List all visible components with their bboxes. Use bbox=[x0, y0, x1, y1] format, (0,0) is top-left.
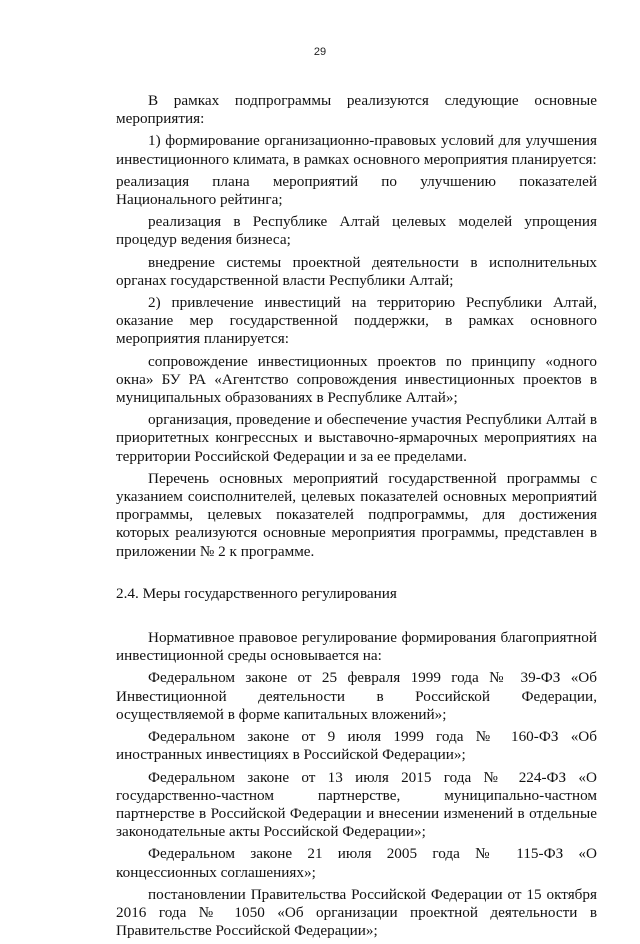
paragraph: постановлении Правительства Российской Федерации от 15 октября 2016 года № 1050 «Об организации проектной деятельности в Правительстве Российской Федерации»; bbox=[116, 885, 597, 940]
paragraph: В рамках подпрограммы реализуются следующие основные мероприятия: bbox=[116, 92, 597, 128]
paragraph: Федеральном законе 21 июля 2005 года № 115-ФЗ «О концессионных соглашениях»; bbox=[116, 845, 597, 881]
paragraph: внедрение системы проектной деятельности в исполнительных органах государственной власти Республики Алтай; bbox=[116, 253, 597, 289]
paragraph: организация, проведение и обеспечение участия Республики Алтай в приоритетных конгрессных и выставочно-ярмарочных мероприятиях на территории Российской Федерации и за ее пределами. bbox=[116, 411, 597, 465]
page-number: 29 bbox=[313, 46, 327, 58]
paragraph: Федеральном законе от 13 июля 2015 года № 224-ФЗ «О государственно-частном партнерстве, муниципально-частном партнерстве в Российской Федерации и внесении изменений в отдельные законодательные акты Российской Федерации»; bbox=[116, 768, 597, 841]
section-heading: 2.4. Меры государственного регулирования bbox=[116, 584, 397, 602]
paragraph: Перечень основных мероприятий государственной программы с указанием соисполнителей, целевых показателей основных мероприятий программы, целевых показателей подпрограммы, для достижения которых реализуются основные мероприятия программы, представлен в приложении № 2 к программе. bbox=[116, 469, 597, 560]
section-regulation bbox=[116, 629, 597, 940]
paragraph: Нормативное правовое регулирование формирования благоприятной инвестиционной среды основывается на: bbox=[116, 629, 597, 665]
paragraph: реализация в Республике Алтай целевых моделей упрощения процедур ведения бизнеса; bbox=[116, 213, 597, 249]
paragraph: реализация плана мероприятий по улучшению показателей Национального рейтинга; bbox=[116, 172, 597, 209]
paragraph: Федеральном законе от 9 июля 1999 года № 160-ФЗ «Об иностранных инвестициях в Российской Федерации»; bbox=[116, 728, 597, 764]
paragraph: 2) привлечение инвестиций на территорию Республики Алтай, оказание мер государственной поддержки, в рамках основного мероприятия планируется: bbox=[116, 294, 597, 348]
document-body bbox=[116, 92, 597, 944]
paragraph: Федеральном законе от 25 февраля 1999 года № 39-ФЗ «Об Инвестиционной деятельности в Российской Федерации, осуществляемой в форме капитальных вложений»; bbox=[116, 669, 597, 723]
paragraph: сопровождение инвестиционных проектов по принципу «одного окна» БУ РА «Агентство сопровождения инвестиционных проектов в муниципальных образованиях в Республике Алтай»; bbox=[116, 352, 597, 407]
section-measures bbox=[116, 92, 597, 561]
paragraph: 1) формирование организационно-правовых условий для улучшения инвестиционного климата, в рамках основного мероприятия планируется: bbox=[116, 132, 597, 168]
